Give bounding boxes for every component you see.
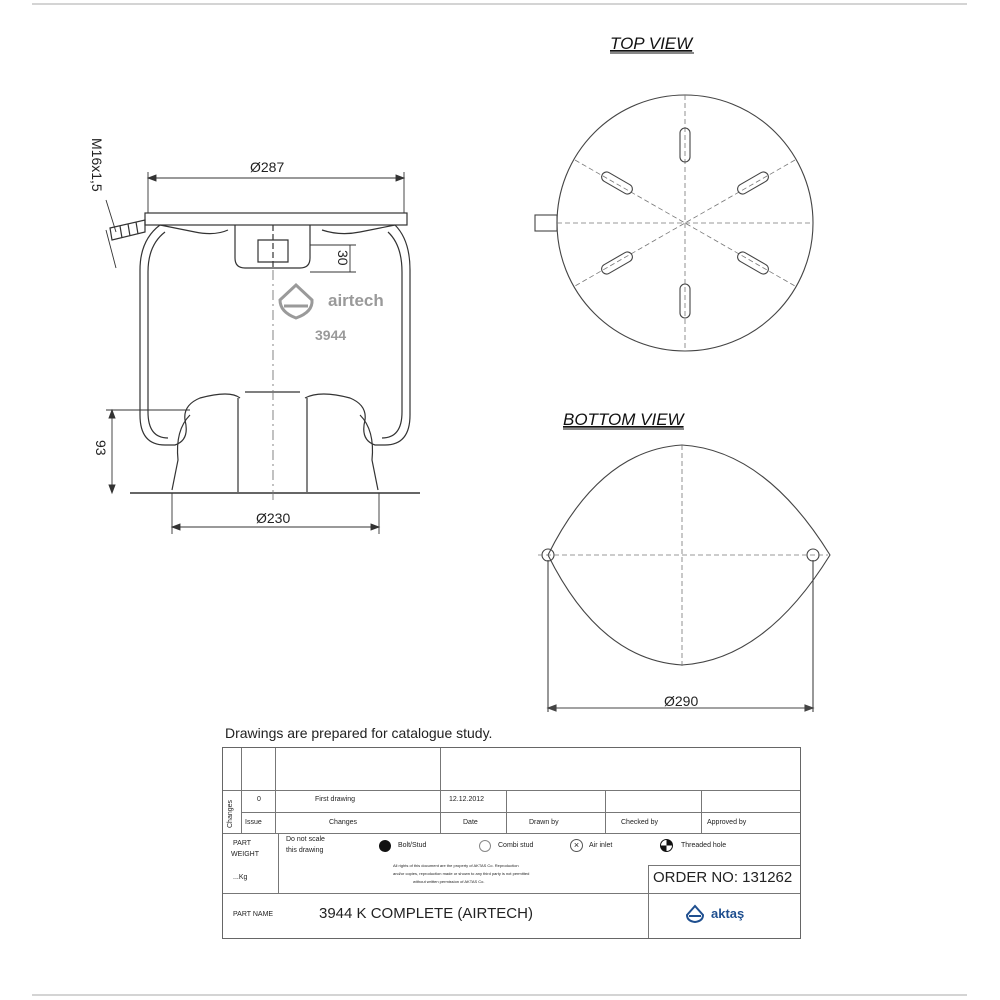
dim-93: 93 [93,440,109,456]
copyright-line-2: and/or copies, reproduction made or shown to any third party is not permitted [393,871,530,876]
dim-30: 30 [335,250,351,266]
legend-combi: Combi stud [498,842,534,849]
first-drawing-text: First drawing [315,796,356,803]
weight-value: ...Kg [233,874,248,881]
company-name: aktaş [711,906,745,921]
order-number: ORDER NO: 131262 [653,869,793,886]
col-checked-by: Checked by [621,819,658,826]
changes-label: Changes [227,799,234,828]
do-not-scale-2: this drawing [286,847,324,854]
copyright-line-1: All rights of this document are the property of AKTAS Co. Reproduction [393,863,519,868]
col-approved-by: Approved by [707,819,747,826]
dim-bottom-diameter: Ø230 [256,510,291,526]
top-plate [145,213,407,225]
date-value: 12.12.2012 [449,796,485,803]
piston-right [360,415,378,490]
part-name: 3944 K COMPLETE (AIRTECH) [319,905,533,922]
dimension-lines [106,172,404,534]
col-drawn-by: Drawn by [529,819,559,826]
brand-text: airtech [328,291,384,310]
bottom-view [538,445,830,712]
legend-thread: Threaded hole [681,842,727,849]
side-view [110,213,420,500]
bottom-divider [32,994,967,996]
do-not-scale-1: Do not scale [286,836,325,843]
airtech-logo [280,285,384,318]
top-view [535,95,813,351]
aktas-logo-icon [685,903,705,923]
dim-thread: M16x1,5 [89,138,105,192]
part-name-label: PART NAME [233,911,274,918]
threaded-hole-icon [660,839,673,852]
catalogue-caption: Drawings are prepared for catalogue study. [225,725,493,741]
part-weight-label-1: PART [233,840,252,847]
part-code-label: 3944 [315,327,347,343]
dim-top-diameter: Ø287 [250,159,285,175]
air-inlet-icon: × [570,839,583,852]
dim-bottom-view-diameter: Ø290 [664,693,699,709]
col-changes: Changes [329,819,358,826]
legend-air: Air inlet [589,842,613,849]
bottom-view-title: BOTTOM VIEW [563,410,684,429]
title-block [222,747,801,939]
top-view-title: TOP VIEW [610,34,693,53]
copyright-line-3: without written permission of AKTAS Co. [413,879,485,884]
col-issue: Issue [245,819,262,826]
piston-left [172,415,190,490]
part-weight-label-2: WEIGHT [231,851,259,858]
bellow-left [140,225,240,445]
col-date: Date [463,819,478,826]
combi-stud-icon [479,840,491,852]
bolt-stud-icon [379,840,391,852]
top-view-air-fitting [535,215,557,231]
legend-bolt: Bolt/Stud [398,842,427,849]
issue-value: 0 [257,796,261,803]
